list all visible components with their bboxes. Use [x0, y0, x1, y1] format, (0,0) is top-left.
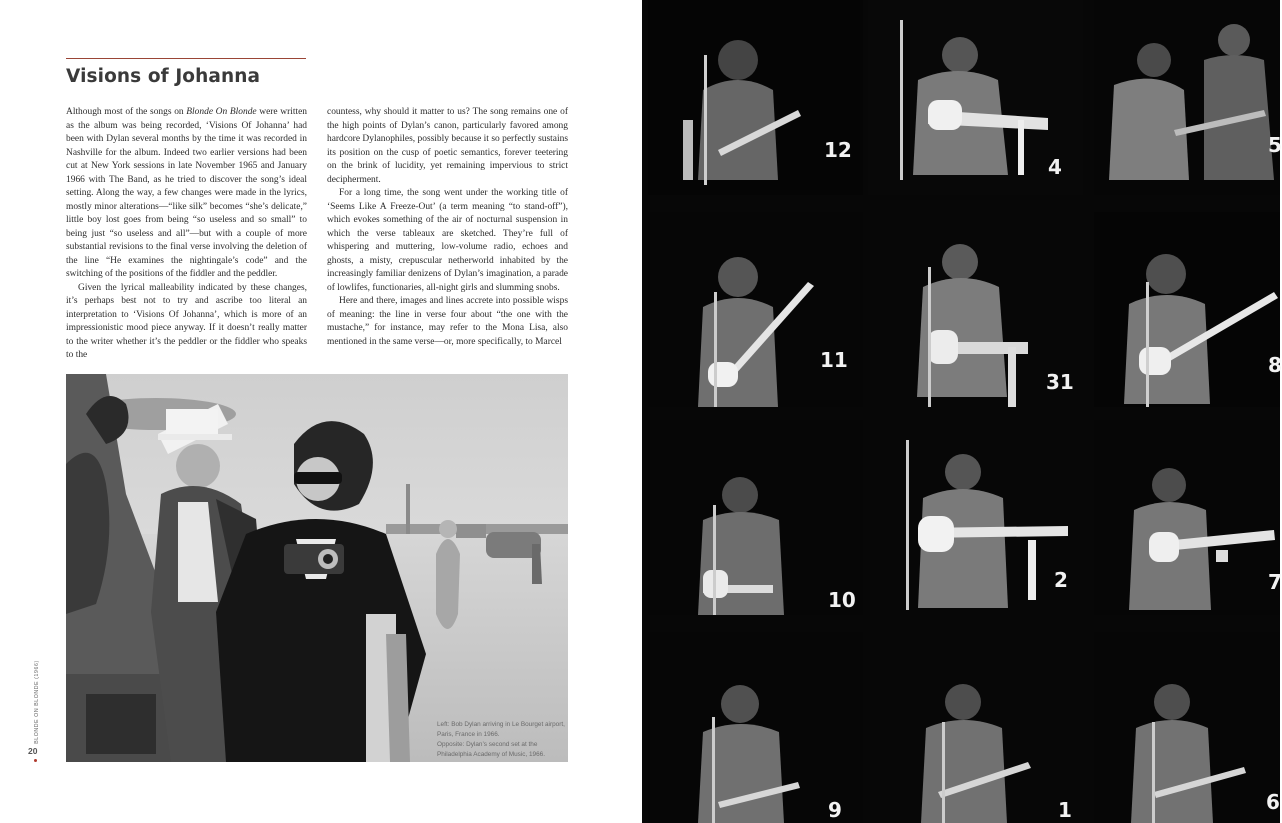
paragraph: countess, why should it matter to us? The song remains one of the high points of Dylan’s canon, particularly favored among hardcore Dylanophiles, possibly because it so perfectly sustains its position on the cusp of poetic semantics, forever teetering on the brink of lucidity, yet remaining impervious to strict decipherment.: [327, 107, 568, 185]
frame-number-label: 31: [1046, 370, 1074, 394]
photo-caption: [437, 720, 569, 759]
title-rule: [66, 58, 306, 59]
frame-number-label: 2: [1054, 568, 1068, 592]
caption-opposite: Opposite: Dylan’s second set at the Philadelphia Academy of Music, 1966.: [437, 741, 545, 758]
frame-number-label: 6: [1266, 790, 1280, 814]
contact-frame: [648, 212, 863, 407]
running-head: BLONDE ON BLONDE (1966): [34, 660, 40, 744]
frame-number-label: 10: [828, 588, 856, 612]
paragraph: Although most of the songs on Blonde On Blonde were written as the album was being recorded, ‘Visions Of Johanna’ had been with Dylan several months by the time it was recorded in Nashville for the album. Indeed two earlier versions had been cut at New York sessions in late November 1965 and January 1966 with The Band, as he tried to discover the song’s ideal setting. Along the way, a few changes were made in the lyrics, mostly minor alterations—“like silk” becomes “she’s delicate,” little boy lost goes from being “so useless and so small” to being just “so useless and all”—but with a couple of more substantial revisions to the final verse involving the deletion of the line “He examines the nightingale’s code” and the switching of the positions of the fiddler and the peddler.: [66, 107, 308, 279]
contact-frame: [868, 632, 1083, 823]
paragraph: Given the lyrical malleability indicated by these changes, it’s perhaps best not to try and ascribe too literal an interpretation to ‘Visions Of Johanna’, which is more of an impressionistic mood piece anyway. If it doesn’t really matter to the writer whether it’s the peddler or the fiddler who speaks to the: [66, 282, 307, 360]
page-marker-dot: [34, 759, 37, 762]
contact-frame: [648, 0, 863, 195]
frame-number-label: 7: [1268, 570, 1282, 594]
italic-title: Blonde On Blonde: [186, 107, 257, 117]
frame-number-label: 5: [1268, 133, 1282, 157]
contact-sheet: [642, 0, 1280, 823]
text-column-1: [66, 106, 308, 360]
airport-photo: [66, 374, 568, 762]
contact-frame: [868, 420, 1083, 615]
contact-frame: [1094, 420, 1280, 615]
article-title: Visions of Johanna: [66, 66, 261, 87]
frame-number-label: 12: [824, 138, 852, 162]
contact-frame: [1094, 212, 1280, 407]
frame-number-label: 1: [1058, 798, 1072, 822]
caption-left: Left: Bob Dylan arriving in Le Bourget airport, Paris, France in 1966.: [437, 721, 565, 738]
frame-number-label: 8: [1268, 353, 1282, 377]
contact-frame: [1094, 0, 1280, 195]
page-number: 20: [28, 746, 38, 756]
paragraph: For a long time, the song went under the working title of ‘Seems Like A Freeze-Out’ (a term meaning “to stand-off”), which evokes something of the air of nocturnal suspension in which the verse tableaux are sketched. They’re full of whispering and muttering, low-volume radio, echoes and ghosts, a misty, crepuscular netherworld inhabited by the increasingly familiar denizens of Dylan’s imagination, a parade of lowlifes, functionaries, all-night girls and slumming snobs.: [327, 188, 568, 293]
contact-frame: [648, 420, 863, 615]
contact-frame: [648, 632, 863, 823]
frame-number-label: 4: [1048, 155, 1062, 179]
paragraph: Here and there, images and lines accrete into possible wisps of meaning: the line in verse four about “the one with the mustache,” for instance, may refer to the Mona Lisa, also mentioned in the same verse—or, more specifically, to Marcel: [327, 296, 568, 347]
contact-frame: [1094, 632, 1280, 823]
text-column-2: [327, 106, 568, 352]
frame-number-label: 9: [828, 798, 842, 822]
frame-number-label: 11: [820, 348, 848, 372]
